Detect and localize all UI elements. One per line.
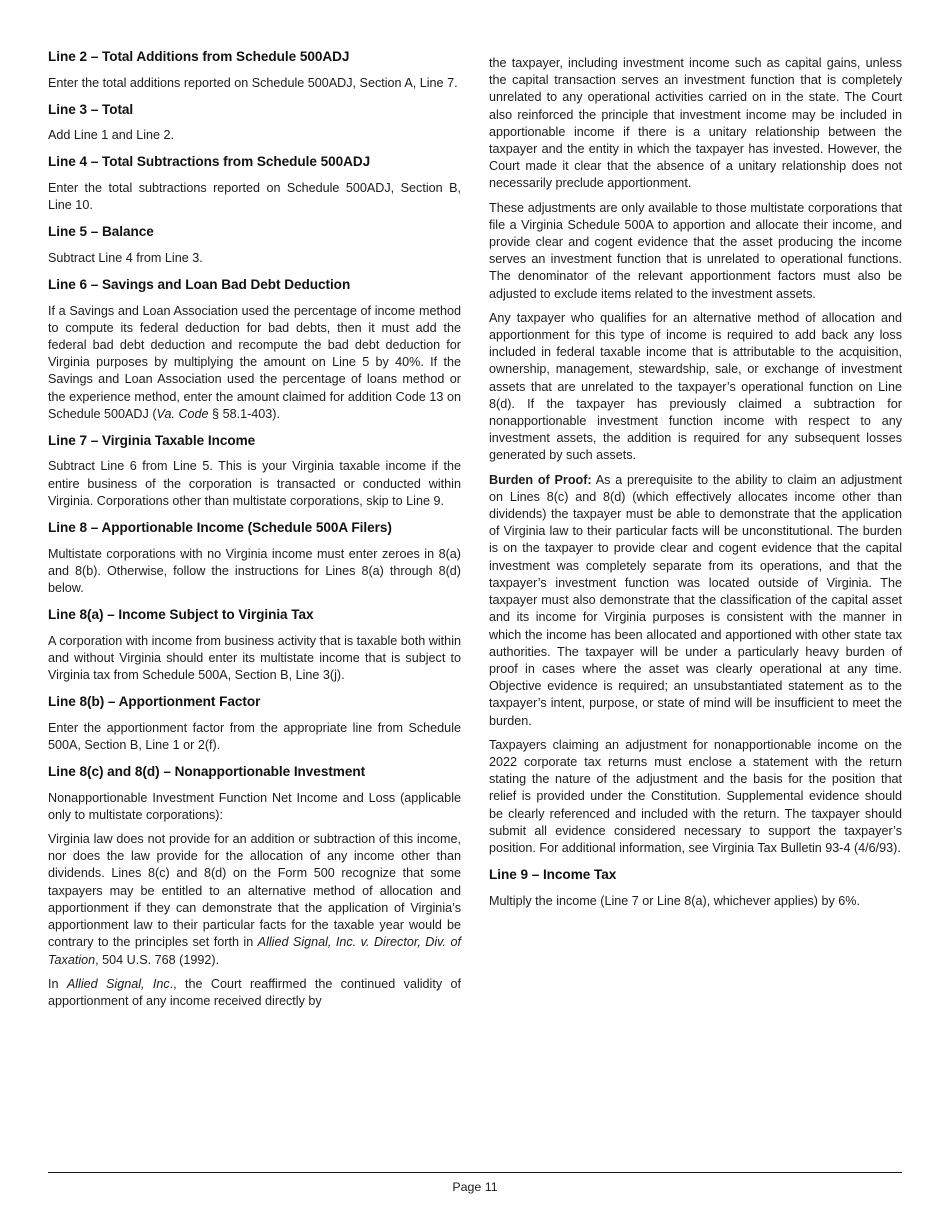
paragraph-any-taxpayer: Any taxpayer who qualifies for an alternative method of allocation and apportionment for this type of income is required to add back any loss included in federal taxable income that is attributable to the acquisition, ownership, management, stewardship, sale, or exchange of investment assets that are unrelated to the taxpayer’s operational function on Line 8(d). If the taxpayer has previously claimed a subtraction for nonapportionable investment function income with respect to any investment assets, the addition is required for any subsequent losses generated by such assets. <box>489 310 902 463</box>
text-run: Virginia law does not provide for an addition or subtraction of this income, nor does the law provide for the allocation of any income other than dividends. Lines 8(c) and 8(d) on the Form 500 recognize that some taxpayers may be entitled to an alternative method of allocation and apportionment if they can demonstrate that the application of Virginia’s apportionment law to their particular facts for the taxable year would be contrary to the principles set forth in <box>48 832 461 950</box>
paragraph-nonapportionable-intro: Nonapportionable Investment Function Net Income and Loss (applicable only to multistate corporations): <box>48 790 461 822</box>
text-run: If a Savings and Loan Association used the percentage of income method to compute its federal deduction for bad debts, then it must add the federal bad debt deduction and recompute the bad debt deduction for Virginia purposes by multiplying the amount on Line 5 by 40%. If the Savings and Loan Association used the percentage of loans method or the experience method, enter the amount claimed for addition Code 13 on Schedule 500ADJ ( <box>48 303 461 421</box>
two-column-layout <box>48 48 902 1166</box>
heading-line-8c-8d: Line 8(c) and 8(d) – Nonapportionable Investment <box>48 764 366 780</box>
page-number-label: Page 11 <box>452 1180 498 1194</box>
heading-line-5: Line 5 – Balance <box>48 224 154 240</box>
paragraph-line-8a: A corporation with income from business activity that is taxable both within and without Virginia should enter its multistate income that is subject to Virginia tax from Schedule 500A, Section B, Line 3(j). <box>48 633 461 683</box>
paragraph-line-8b: Enter the apportionment factor from the appropriate line from Schedule 500A, Section B, Line 1 or 2(f). <box>48 720 461 752</box>
paragraph-line-6 <box>48 296 461 423</box>
paragraph-line-4: Enter the total subtractions reported on Schedule 500ADJ, Section B, Line 10. <box>48 180 461 213</box>
heading-line-7: Line 7 – Virginia Taxable Income <box>48 432 256 448</box>
heading-line-8b: Line 8(b) – Apportionment Factor <box>48 694 261 710</box>
italic-citation: Allied Signal, Inc <box>66 976 170 991</box>
paragraph-taxpayers-claiming: Taxpayers claiming an adjustment for nonapportionable income on the 2022 corporate tax returns must enclose a statement with the return stating the nature of the adjustment and the basis for the position that relief is provided under the Constitution. Supplemental evidence should be clearly referenced and included with the return. The taxpayer should submit all evidence considered necessary to support the taxpayer’s position. For additional information, see Virginia Tax Bulletin 93-4 (4/6/93). <box>489 737 902 855</box>
heading-line-3: Line 3 – Total <box>48 101 134 117</box>
paragraph-burden-of-proof <box>489 465 902 730</box>
heading-line-2: Line 2 – Total Additions from Schedule 500ADJ <box>48 49 350 64</box>
heading-line-6: Line 6 – Savings and Loan Bad Debt Deduction <box>48 277 351 293</box>
paragraph-line-5: Subtract Line 4 from Line 3. <box>48 250 203 265</box>
paragraph-these-adjustments: These adjustments are only available to those multistate corporations that file a Virginia Schedule 500A to apportion and allocate their income, and provide clear and cogent evidence that the asset producing the income serves an investment function that is unrelated to operational functions. The denominator of the relevant apportionment factors must also be adjusted to exclude items related to the investment assets. <box>489 200 902 301</box>
paragraph-line-9: Multiply the income (Line 7 or Line 8(a), whichever applies) by 6%. <box>489 893 860 908</box>
paragraph-allied-signal <box>48 969 461 1010</box>
right-column <box>489 48 902 910</box>
italic-citation: Allied Signal, Inc. v. Director, Div. of Taxation <box>48 935 461 967</box>
heading-line-8a: Line 8(a) – Income Subject to Virginia Tax <box>48 607 314 623</box>
text-run: ., the Court reaffirmed the continued validity of apportionment of any income received directly by <box>48 976 461 1008</box>
heading-line-9: Line 9 – Income Tax <box>489 867 617 883</box>
paragraph-virginia-law <box>48 824 461 969</box>
paragraph-line-8: Multistate corporations with no Virginia income must enter zeroes in 8(a) and 8(b). Otherwise, follow the instructions for Lines 8(a) through 8(d) below. <box>48 546 461 595</box>
bold-lead-in: Burden of Proof: <box>489 472 592 487</box>
paragraph-line-2: Enter the total additions reported on Schedule 500ADJ, Section A, Line 7. <box>48 75 458 90</box>
left-column <box>48 48 461 1010</box>
paragraph-line-7: Subtract Line 6 from Line 5. This is your Virginia taxable income if the entire business of the corporation is transacted or conducted within Virginia. Corporations other than multistate corporations, skip to Line 9. <box>48 459 461 508</box>
heading-line-8: Line 8 – Apportionable Income (Schedule 500A Filers) <box>48 520 392 536</box>
paragraph-line-3: Add Line 1 and Line 2. <box>48 128 175 143</box>
text-run: As a prerequisite to the ability to claim an adjustment on Lines 8(c) and 8(d) (which effectively allocates income other than dividends) the taxpayer must be able to demonstrate that the application of Virginia law to their particular facts will be unconstitutional. The burden is on the taxpayer to provide clear and cogent evidence that the capital investment was completely separate from its operations, and that the taxpayer’s investment function was located outside of Virginia. The taxpayer must also demonstrate that the classification of the capital asset and its income for Virginia purposes is consistent with the manner in which the income has been allocated and apportioned with other state tax authorities. The taxpayer will be under a particularly heavy burden of proof in cases where the asset was clearly operational at any time. Objective evidence is required; an unsubstantiated statement as to the taxpayer’s intent, purpose, or state of mind will be insufficient to meet the burden. <box>489 472 902 728</box>
heading-line-4: Line 4 – Total Subtractions from Schedule 500ADJ <box>48 154 371 170</box>
text-run: § 58.1-403). <box>208 406 280 421</box>
italic-citation: Va. Code <box>156 406 209 421</box>
paragraph-taxpayer-continued: the taxpayer, including investment income such as capital gains, unless the capital transaction serves an investment function that is completely unrelated to any operational activities carried on in the state. The Court also reinforced the principle that investment income may be included in apportionable income if there is a unitary relationship between the taxpayer and the entity in which the taxpayer has invested. However, the Court made it clear that the absence of a unitary relationship does not necessarily preclude apportionment. <box>489 56 902 191</box>
text-run: , 504 U.S. 768 (1992). <box>95 952 220 967</box>
page-footer <box>48 1172 902 1230</box>
text-run: In <box>48 976 67 991</box>
